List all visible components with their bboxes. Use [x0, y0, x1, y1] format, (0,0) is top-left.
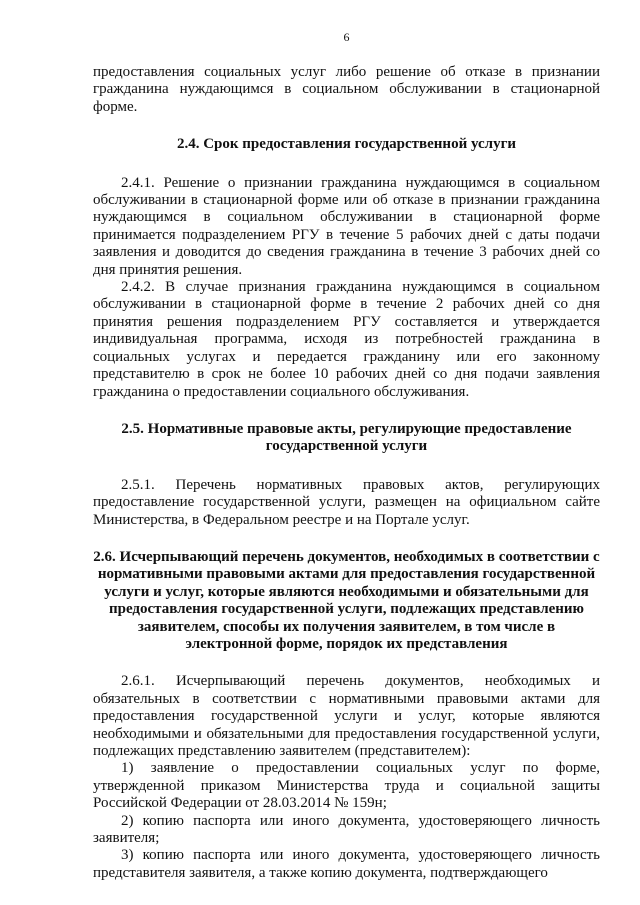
- paragraph-2-6-1: 2.6.1. Исчерпывающий перечень документов, необходимых и обязательных в соответствии с нормативными правовыми актами для предоставления государственной услуги и услуг, которые являются необходимыми и обязательными для предоставления государственной услуги, подлежащих представлению заявителем (представителем):: [93, 673, 600, 759]
- paragraph-2-4-2: 2.4.2. В случае признания гражданина нуждающимся в социальном обслуживании в стационарной форме в течение 2 рабочих дней со дня принятия решения подразделением РГУ составляется и утверждается индивидуальная программа, исходя из потребностей гражданина в социальных услугах и передается гражданину или его законному представителю в срок не более 10 рабочих дней со дня подачи заявления гражданина о предоставлении социального обслуживания.: [93, 279, 600, 400]
- list-item-3: 3) копию паспорта или иного документа, удостоверяющего личность представителя заявителя, а также копию документа, подтверждающего: [93, 847, 600, 881]
- section-2-4-heading: 2.4. Срок предоставления государственной услуги: [176, 136, 517, 153]
- section-2-5-heading: 2.5. Нормативные правовые акты, регулирующие предоставление государственной услуги: [121, 420, 572, 455]
- list-item-2: 2) копию паспорта или иного документа, удостоверяющего личность заявителя;: [93, 812, 600, 847]
- page-number: 6: [343, 30, 350, 44]
- section-2-6-heading: 2.6. Исчерпывающий перечень документов, необходимых в соответствии с нормативными правовыми актами для предоставления государственной услуги и услуг, которые являются необходимыми и обязательными для предоставления государственной услуги, подлежащих представлению заявителем, способы их получения заявителем, в том числе в электронной форме, порядок их представления: [93, 548, 600, 652]
- paragraph-2-5-1: 2.5.1. Перечень нормативных правовых актов, регулирующих предоставление государственной услуги, размещен на официальном сайте Министерства, в Федеральном реестре и на Портале услуг.: [93, 476, 600, 528]
- intro-paragraph: предоставления социальных услуг либо решение об отказе в признании гражданина нуждающимся в социальном обслуживании в стационарной форме.: [93, 64, 600, 115]
- paragraph-2-4-1: 2.4.1. Решение о признании гражданина нуждающимся в социальном обслуживании в стационарной форме или об отказе в признании гражданина нуждающимся в социальном обслуживании в стационарной форме принимается подразделением РГУ в течение 5 рабочих дней с даты подачи заявления и доводится до сведения гражданина в течение 3 рабочих дней со дня принятия решения.: [93, 174, 600, 278]
- list-item-1: 1) заявление о предоставлении социальных услуг по форме, утвержденной приказом Министерства труда и социальной защиты Российской Федерации от 28.03.2014 № 159н;: [93, 760, 600, 812]
